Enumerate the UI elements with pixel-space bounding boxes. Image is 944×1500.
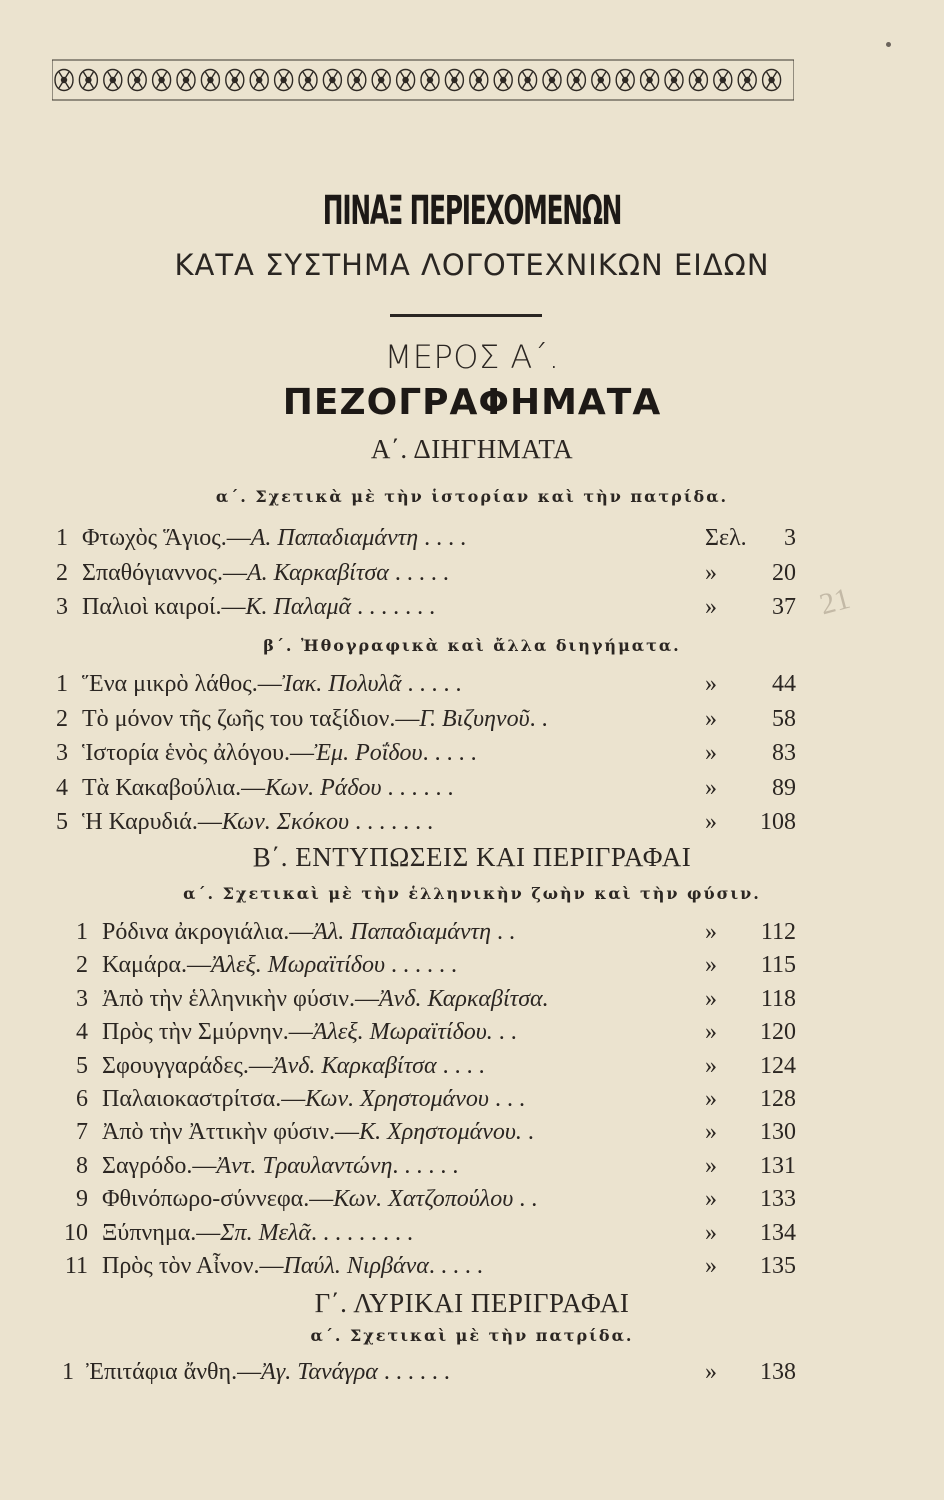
entry-author: Κων. Ράδου [265,774,382,801]
entry-title: Παλιοὶ καιροί.— [82,594,246,620]
entry-page-marker: » [705,1119,717,1146]
entry-leader-dots: . . . . . . . . . [311,1219,414,1246]
entry-page-marker: » [705,671,717,697]
entry-title: Σπαθόγιαννος.— [82,559,247,586]
entry-page-number: 108 [760,809,796,835]
entry-title: Ἡ Καρυδιά.— [82,809,222,835]
entry-page-number: 138 [760,1359,796,1385]
entry-number: 1 [62,1359,74,1385]
entry-leader-dots: . . . . . . [381,774,454,801]
section-heading-b: Β΄. ΕΝΤΥΠΩΣΕΙΣ ΚΑΙ ΠΕΡΙΓΡΑΦΑΙ [252,842,692,872]
entry-page-marker: » [705,774,717,801]
entry-leader-dots: . . [491,919,516,945]
entry-leader-dots: . . . [488,1086,525,1112]
entry-page-marker: » [705,952,717,979]
entry-page-marker: » [705,559,717,586]
ornamental-border [52,58,794,102]
entry-number: 5 [56,809,68,835]
entry-page-marker: » [705,1359,717,1385]
entry-number: 11 [64,1253,88,1279]
entry-number: 2 [56,705,68,732]
toc-entry [0,668,944,700]
entry-text [86,1356,450,1388]
entry-leader-dots: . . [513,1186,538,1213]
entry-title: Φθινόπωρο-σύννεφα.— [102,1186,334,1213]
entry-number: 6 [76,1086,88,1112]
entry-text [82,737,477,769]
entry-text [102,1217,413,1249]
entry-author: Κ. Χρηστομάνου. [359,1119,522,1146]
entry-title: Ἀπὸ τὴν Ἀττικὴν φύσιν.— [102,1119,360,1146]
entry-author: Κων. Σκόκου [221,809,350,835]
entry-author: Α. Παπαδιαμάντη [250,525,419,551]
margin-pencil-note: 21 [816,581,854,622]
entry-text [82,668,462,700]
entry-author: Ἀλεξ. Μωραϊτίδου. [312,1019,493,1046]
entry-text [102,1250,483,1282]
entry-number: 3 [56,740,68,766]
entry-leader-dots: . . . . . [422,740,477,766]
toc-entry [0,1116,944,1148]
toc-entry [0,557,944,589]
toc-entry [0,806,944,838]
entry-page-marker: Σελ. [705,525,747,551]
entry-page-marker: » [705,919,717,945]
entry-number: 8 [76,1152,88,1179]
entry-page-number: 133 [760,1186,796,1213]
entry-number: 3 [76,985,88,1012]
entry-number: 1 [56,525,68,551]
entry-leader-dots: . [521,1119,534,1146]
entry-number: 7 [76,1119,88,1146]
toc-entry [0,1356,944,1388]
entry-title: Ρόδινα ἀκρογιάλια.— [102,919,314,945]
part-title: ΠΕΖΟΓΡΑΦΗΜΑΤΑ [282,382,662,423]
entry-text [82,806,433,838]
entry-text [82,591,435,623]
entry-page-number: 89 [772,774,796,801]
entry-author: Γ. Βιζυηνοῦ [419,705,530,732]
entry-page-number: 120 [760,1019,796,1046]
entry-page-marker: » [705,705,717,732]
entry-number: 10 [64,1219,88,1246]
entry-author: Ἀνδ. Καρκαβίτσα [272,1052,437,1079]
toc-entry [0,1183,944,1215]
entry-title: Ἐπιτάφια ἄνθη.— [86,1359,262,1385]
entry-leader-dots: . . [492,1019,517,1046]
entry-number: 4 [56,774,68,801]
entry-page-marker: » [705,1152,717,1179]
entry-page-marker: » [705,1253,717,1279]
toc-entry [0,1250,944,1282]
entry-title: Καμάρα.— [102,952,212,979]
entry-number: 1 [76,919,88,945]
entry-text [102,1016,517,1048]
entry-text [102,1083,525,1115]
entry-text [82,772,454,804]
entry-text [102,949,457,981]
toc-entry [0,1016,944,1048]
entry-author: Ἀνδ. Καρκαβίτσα. [378,985,549,1012]
entry-page-number: 124 [760,1052,796,1079]
entry-page-number: 83 [772,740,796,766]
entry-text [82,557,449,589]
entry-title: Ἀπὸ τὴν ἑλληνικὴν φύσιν.— [102,985,379,1012]
entry-page-number: 115 [760,952,796,979]
page-subtitle: ΚΑΤΑ ΣΥΣΤΗΜΑ ΛΟΓΟΤΕΧΝΙΚΩΝ ΕΙΔΩΝ [174,248,770,282]
entry-author: Παύλ. Νιρβάνα [283,1253,429,1279]
entry-author: Σπ. Μελᾶ [220,1219,312,1246]
toc-entry [0,522,944,554]
entry-leader-dots: . . . . [418,525,467,551]
subsection-heading-a1: α΄. Σχετικὰ μὲ τὴν ἱστορίαν καὶ τὴν πατρίδα. [215,487,729,506]
entry-page-number: 131 [760,1152,796,1179]
entry-title: Σαγρόδο.— [102,1152,217,1179]
entry-page-marker: » [705,740,717,766]
subsection-heading-b1: α΄. Σχετικαὶ μὲ τὴν ἑλληνικὴν ζωὴν καὶ τὴν φύσιν. [183,884,761,903]
entry-text [102,1183,537,1215]
entry-text [82,522,466,554]
entry-title: Ἱστορία ἑνὸς ἀλόγου.— [82,740,315,766]
entry-leader-dots: . . . . . [401,671,462,697]
entry-author: Ἀντ. Τραυλαντώνη [216,1152,393,1179]
toc-entry [0,1050,944,1082]
entry-title: Φτωχὸς Ἅγιος.— [82,525,251,551]
subsection-heading-a2: β΄. Ἠθογραφικὰ καὶ ἄλλα διηγήματα. [263,636,681,655]
entry-text [102,983,549,1015]
entry-page-number: 118 [760,985,796,1012]
entry-number: 2 [76,952,88,979]
entry-author: Ἰακ. Πολυλᾶ [281,671,402,697]
toc-entry [0,1150,944,1182]
entry-leader-dots: . . . . [436,1052,485,1079]
entry-number: 3 [56,594,68,620]
entry-number: 4 [76,1019,88,1046]
entry-page-marker: » [705,1086,717,1112]
entry-page-marker: » [705,1019,717,1046]
entry-title: Παλαιοκαστρίτσα.— [102,1086,306,1112]
toc-entry [0,1083,944,1115]
entry-page-number: 44 [772,671,796,697]
entry-author: Ἐμ. Ροΐδου [314,740,423,766]
section-heading-a: Α΄. ΔΙΗΓΗΜΑΤΑ [370,434,574,464]
entry-leader-dots: . . . . . . [377,1359,450,1385]
toc-entry [0,1217,944,1249]
entry-title: Ἕνα μικρὸ λάθος.— [82,671,282,697]
entry-page-number: 3 [784,525,796,551]
entry-page-marker: » [705,594,717,620]
entry-number: 2 [56,559,68,586]
entry-page-number: 128 [760,1086,796,1112]
entry-leader-dots: . . . . . . . [349,809,434,835]
entry-text [82,703,548,735]
entry-title: Τὰ Κακαβούλια.— [82,774,266,801]
entry-leader-dots: . . [529,705,548,732]
entry-page-number: 134 [760,1219,796,1246]
entry-title: Τὸ μόνον τῆς ζωῆς του ταξίδιον.— [82,705,420,732]
entry-page-marker: » [705,809,717,835]
title-divider [390,314,542,317]
entry-author: Κ. Παλαμᾶ [245,594,352,620]
toc-entry [0,591,944,623]
entry-page-number: 20 [772,559,796,586]
entry-author: Κων. Χρηστομάνου [305,1086,489,1112]
entry-leader-dots: . . . . . . [384,952,457,979]
entry-text [102,1150,458,1182]
entry-leader-dots: . . . . . [428,1253,483,1279]
page-title: ΠΙΝΑΞ ΠΕΡΙΕΧΟΜΕΝΩΝ [322,188,622,234]
entry-page-marker: » [705,1219,717,1246]
entry-author: Ἀγ. Τανάγρα [261,1359,378,1385]
toc-entry [0,772,944,804]
toc-entry [0,916,944,948]
entry-page-marker: » [705,1052,717,1079]
section-heading-c: Γ΄. ΛΥΡΙΚΑΙ ΠΕΡΙΓΡΑΦΑΙ [314,1288,630,1318]
toc-entry [0,949,944,981]
entry-page-marker: » [705,985,717,1012]
entry-number: 9 [76,1186,88,1213]
entry-author: Α. Καρκαβίτσα [247,559,389,586]
entry-text [102,916,515,948]
entry-text [102,1116,534,1148]
toc-entry [0,703,944,735]
entry-page-number: 130 [760,1119,796,1146]
entry-leader-dots: . . . . . . . [351,594,436,620]
entry-number: 1 [56,671,68,697]
subsection-heading-c1: α΄. Σχετικαὶ μὲ τὴν πατρίδα. [310,1326,634,1345]
entry-leader-dots: . . . . . [388,559,449,586]
entry-page-marker: » [705,1186,717,1213]
entry-title: Πρὸς τὸν Αἶνον.— [102,1253,284,1279]
toc-entry [0,737,944,769]
entry-author: Ἀλεξ. Μωραϊτίδου [211,952,385,979]
entry-author: Κων. Χατζοπούλου [333,1186,514,1213]
entry-page-number: 58 [772,705,796,732]
toc-entry [0,983,944,1015]
speck [886,42,891,47]
entry-text [102,1050,485,1082]
entry-page-number: 112 [760,919,796,945]
entry-number: 5 [76,1052,88,1079]
entry-author: Ἀλ. Παπαδιαμάντη [313,919,492,945]
entry-title: Σφουγγαράδες.— [102,1052,273,1079]
entry-title: Πρὸς τὴν Σμύρνην.— [102,1019,313,1046]
entry-page-number: 37 [772,594,796,620]
entry-leader-dots: . . . . . . [392,1152,459,1179]
entry-page-number: 135 [760,1253,796,1279]
entry-title: Ξύπνημα.— [102,1219,221,1246]
part-label: ΜΕΡΟΣ Α΄. [384,338,560,376]
